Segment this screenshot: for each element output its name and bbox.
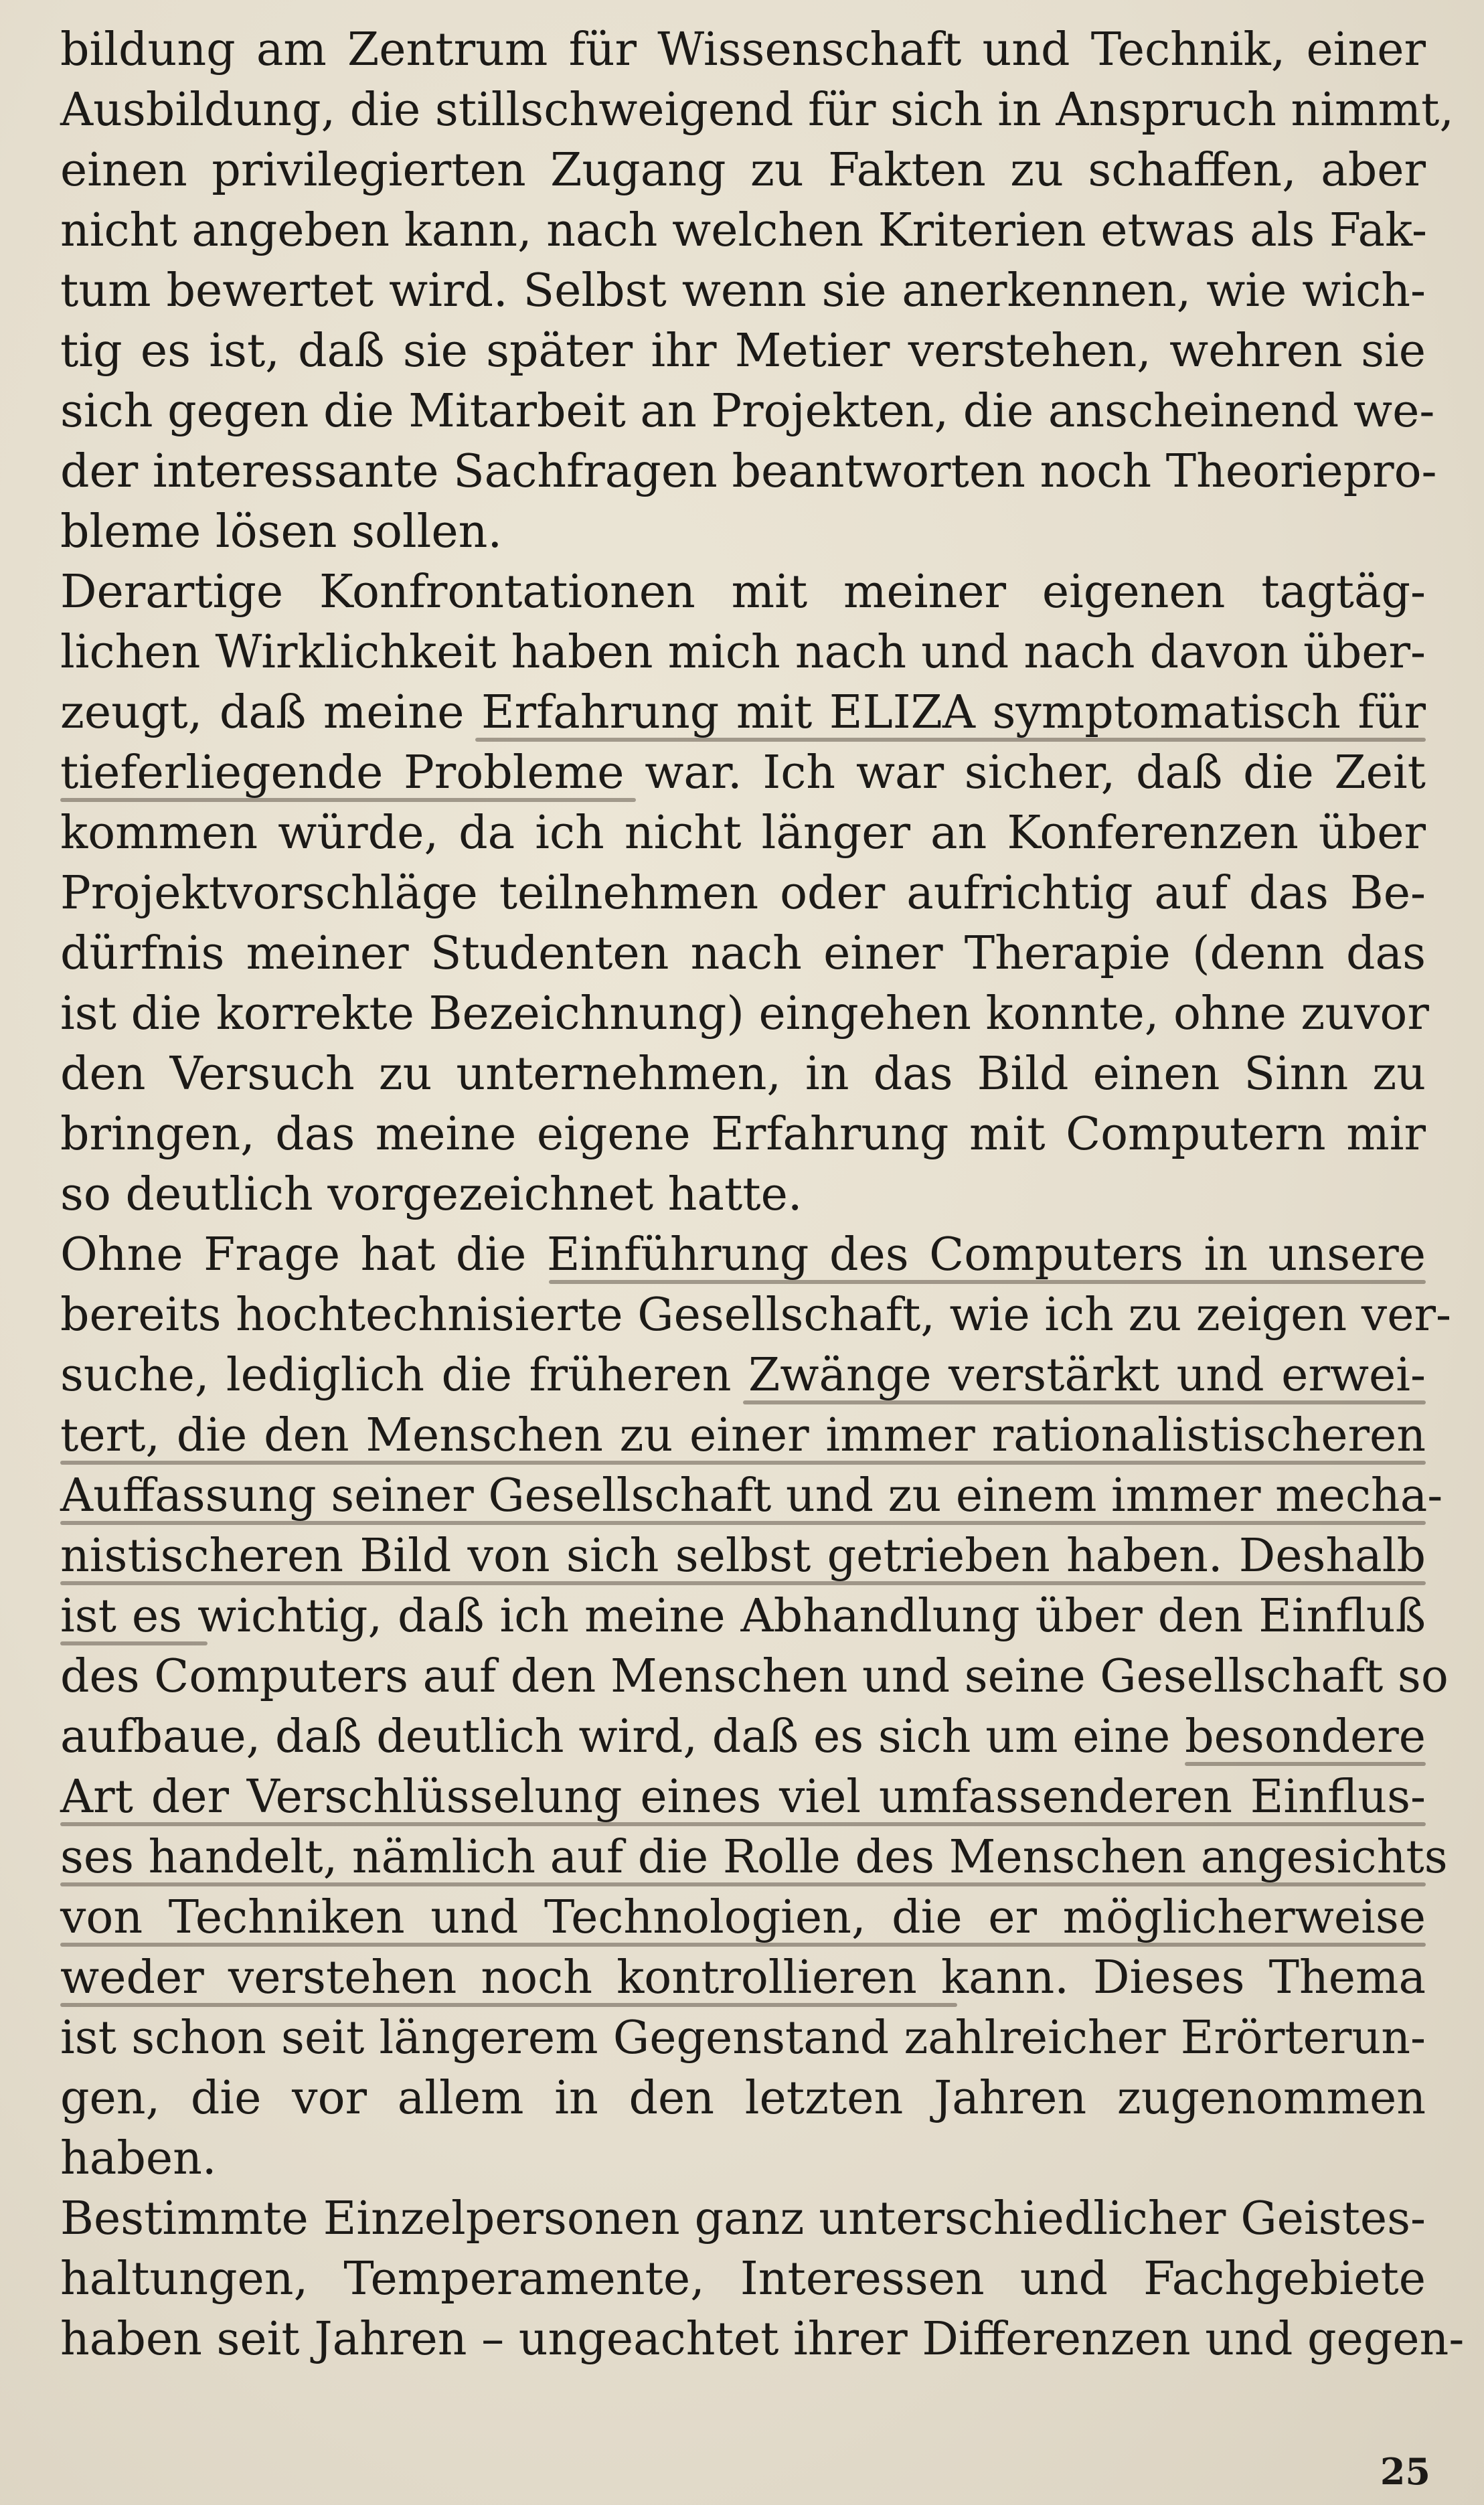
pencil-underline xyxy=(60,1461,1426,1465)
text-line: tieferliegende Probleme war. Ich war sicher, daß die Zeit xyxy=(60,746,1426,799)
text-line: dürfnis meiner Studenten nach einer Therapie (denn das xyxy=(60,927,1426,980)
text-line: aufbaue, daß deutlich wird, daß es sich um eine besondere xyxy=(60,1710,1426,1763)
text-line: ses handelt, nämlich auf die Rolle des Menschen angesichts xyxy=(60,1831,1448,1884)
pencil-underline xyxy=(1185,1762,1426,1766)
pencil-underline xyxy=(743,1400,1426,1404)
text-line: gen, die vor allem in den letzten Jahren zugenommen xyxy=(60,2072,1426,2125)
text-line: lichen Wirklichkeit haben mich nach und nach davon über- xyxy=(60,626,1426,679)
pencil-underline xyxy=(60,1521,1426,1525)
text-line: so deutlich vorgezeichnet hatte. xyxy=(60,1168,803,1221)
text-line: haltungen, Temperamente, Interessen und Fachgebiete xyxy=(60,2253,1426,2306)
text-line: bildung am Zentrum für Wissenschaft und Technik, einer xyxy=(60,23,1426,76)
text-line: einen privilegierten Zugang zu Fakten zu schaffen, aber xyxy=(60,144,1426,197)
text-line: Derartige Konfrontationen mit meiner eigenen tagtäg- xyxy=(60,566,1426,619)
pencil-underline xyxy=(549,1280,1426,1284)
pencil-underline xyxy=(60,1882,1426,1886)
text-line: Ausbildung, die stillschweigend für sich in Anspruch nimmt, xyxy=(60,84,1454,137)
text-line: der interessante Sachfragen beantworten noch Theoriepro- xyxy=(60,445,1437,498)
text-line: Ohne Frage hat die Einführung des Computers in unsere xyxy=(60,1228,1426,1281)
text-line: Auffassung seiner Gesellschaft und zu einem immer mecha- xyxy=(60,1469,1443,1522)
text-line: tig es ist, daß sie später ihr Metier verstehen, wehren sie xyxy=(60,325,1426,378)
text-line: des Computers auf den Menschen und seine Gesellschaft so xyxy=(60,1650,1449,1703)
text-line: bringen, das meine eigene Erfahrung mit Computern mir xyxy=(60,1108,1426,1161)
pencil-underline xyxy=(475,738,1426,742)
pencil-underline xyxy=(60,1581,1426,1585)
text-line: von Techniken und Technologien, die er möglicherweise xyxy=(60,1891,1426,1944)
text-line: suche, lediglich die früheren Zwänge verstärkt und erwei- xyxy=(60,1349,1426,1402)
text-line: nicht angeben kann, nach welchen Kriterien etwas als Fak- xyxy=(60,204,1428,257)
text-line: nistischeren Bild von sich selbst getrieben haben. Deshalb xyxy=(60,1530,1426,1583)
text-line: weder verstehen noch kontrollieren kann. Dieses Thema xyxy=(60,1951,1426,2004)
text-line: Art der Verschlüsselung eines viel umfassenderen Einflus- xyxy=(60,1771,1426,1824)
text-line: zeugt, daß meine Erfahrung mit ELIZA symptomatisch für xyxy=(60,686,1426,739)
text-line: tum bewertet wird. Selbst wenn sie anerkennen, wie wich- xyxy=(60,264,1426,317)
pencil-underline xyxy=(60,798,636,802)
pencil-underline xyxy=(60,2003,957,2007)
pencil-underline xyxy=(60,1822,1426,1826)
text-line: ist es wichtig, daß ich meine Abhandlung über den Einfluß xyxy=(60,1590,1426,1643)
text-line: tert, die den Menschen zu einer immer rationalistischeren xyxy=(60,1409,1426,1462)
text-line: Bestimmte Einzelpersonen ganz unterschiedlicher Geistes- xyxy=(60,2192,1426,2245)
text-line: ist schon seit längerem Gegenstand zahlreicher Erörterun- xyxy=(60,2012,1426,2065)
text-line: Projektvorschläge teilnehmen oder aufrichtig auf das Be- xyxy=(60,867,1426,920)
pencil-underline xyxy=(60,1641,208,1645)
text-line: bereits hochtechnisierte Gesellschaft, wie ich zu zeigen ver- xyxy=(60,1289,1451,1342)
text-line: den Versuch zu unternehmen, in das Bild einen Sinn zu xyxy=(60,1048,1426,1101)
text-line: bleme lösen sollen. xyxy=(60,505,503,558)
pencil-underline xyxy=(60,1943,1426,1947)
page-number: 25 xyxy=(1380,2450,1430,2493)
text-line: haben. xyxy=(60,2132,217,2185)
text-line: kommen würde, da ich nicht länger an Konferenzen über xyxy=(60,807,1426,860)
text-line: haben seit Jahren – ungeachtet ihrer Differenzen und gegen- xyxy=(60,2313,1465,2366)
text-line: ist die korrekte Bezeichnung) eingehen konnte, ohne zuvor xyxy=(60,987,1429,1040)
text-line: sich gegen die Mitarbeit an Projekten, die anscheinend we- xyxy=(60,385,1435,438)
